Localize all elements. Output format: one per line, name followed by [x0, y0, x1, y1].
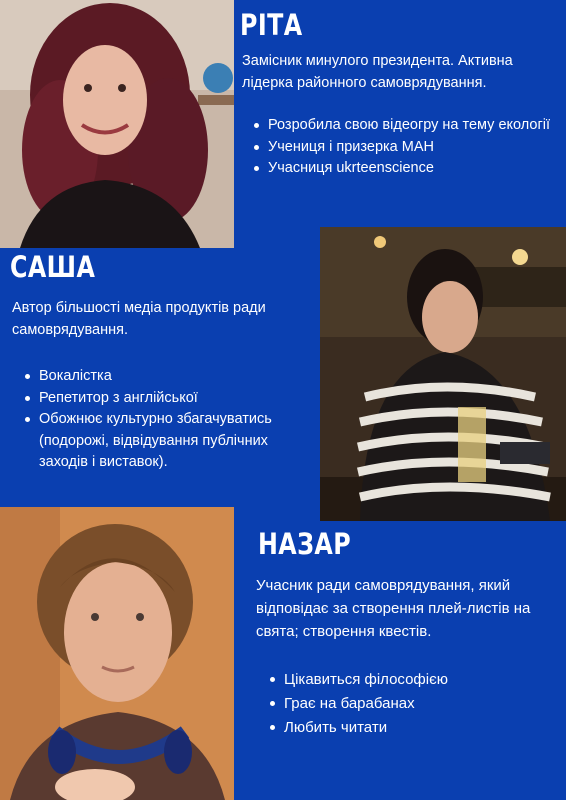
person-name-rita: РІТА — [240, 8, 303, 42]
list-item: Розробила свою відеогру на тему екології — [254, 115, 564, 137]
person-description-rita: Замісник минулого президента. Активна лідерка районного самоврядування. — [242, 53, 513, 91]
portrait-photo-sasha — [320, 227, 566, 521]
person-name-sasha: САША — [10, 250, 96, 284]
list-item: Репетитор з англійської — [25, 388, 315, 410]
list-item: Обожнює культурно збагачуватись (подорожі, відвідування публічних заходів і виставок). — [25, 409, 315, 474]
portrait-photo-rita — [0, 0, 234, 248]
portrait-photo-nazar — [0, 507, 234, 800]
list-item: Вокалістка — [25, 366, 315, 388]
list-item: Цікавиться філософією — [270, 668, 550, 692]
list-item: Учасниця ukrteenscience — [254, 158, 564, 180]
person-description-sasha: Автор більшості медіа продуктів ради самоврядування. — [12, 300, 266, 338]
person-name-nazar: НАЗАР — [258, 527, 352, 561]
list-item: Любить читати — [270, 716, 550, 740]
person-facts-list-rita — [254, 115, 564, 180]
person-facts-list-nazar — [270, 668, 550, 740]
person-facts-list-sasha — [25, 366, 315, 474]
list-item: Грає на барабанах — [270, 692, 550, 716]
person-description-nazar: Учасник ради самоврядування, який відповідає за створення плей-листів на свята; створення квестів. — [256, 577, 531, 640]
list-item: Учениця і призерка МАН — [254, 137, 564, 159]
